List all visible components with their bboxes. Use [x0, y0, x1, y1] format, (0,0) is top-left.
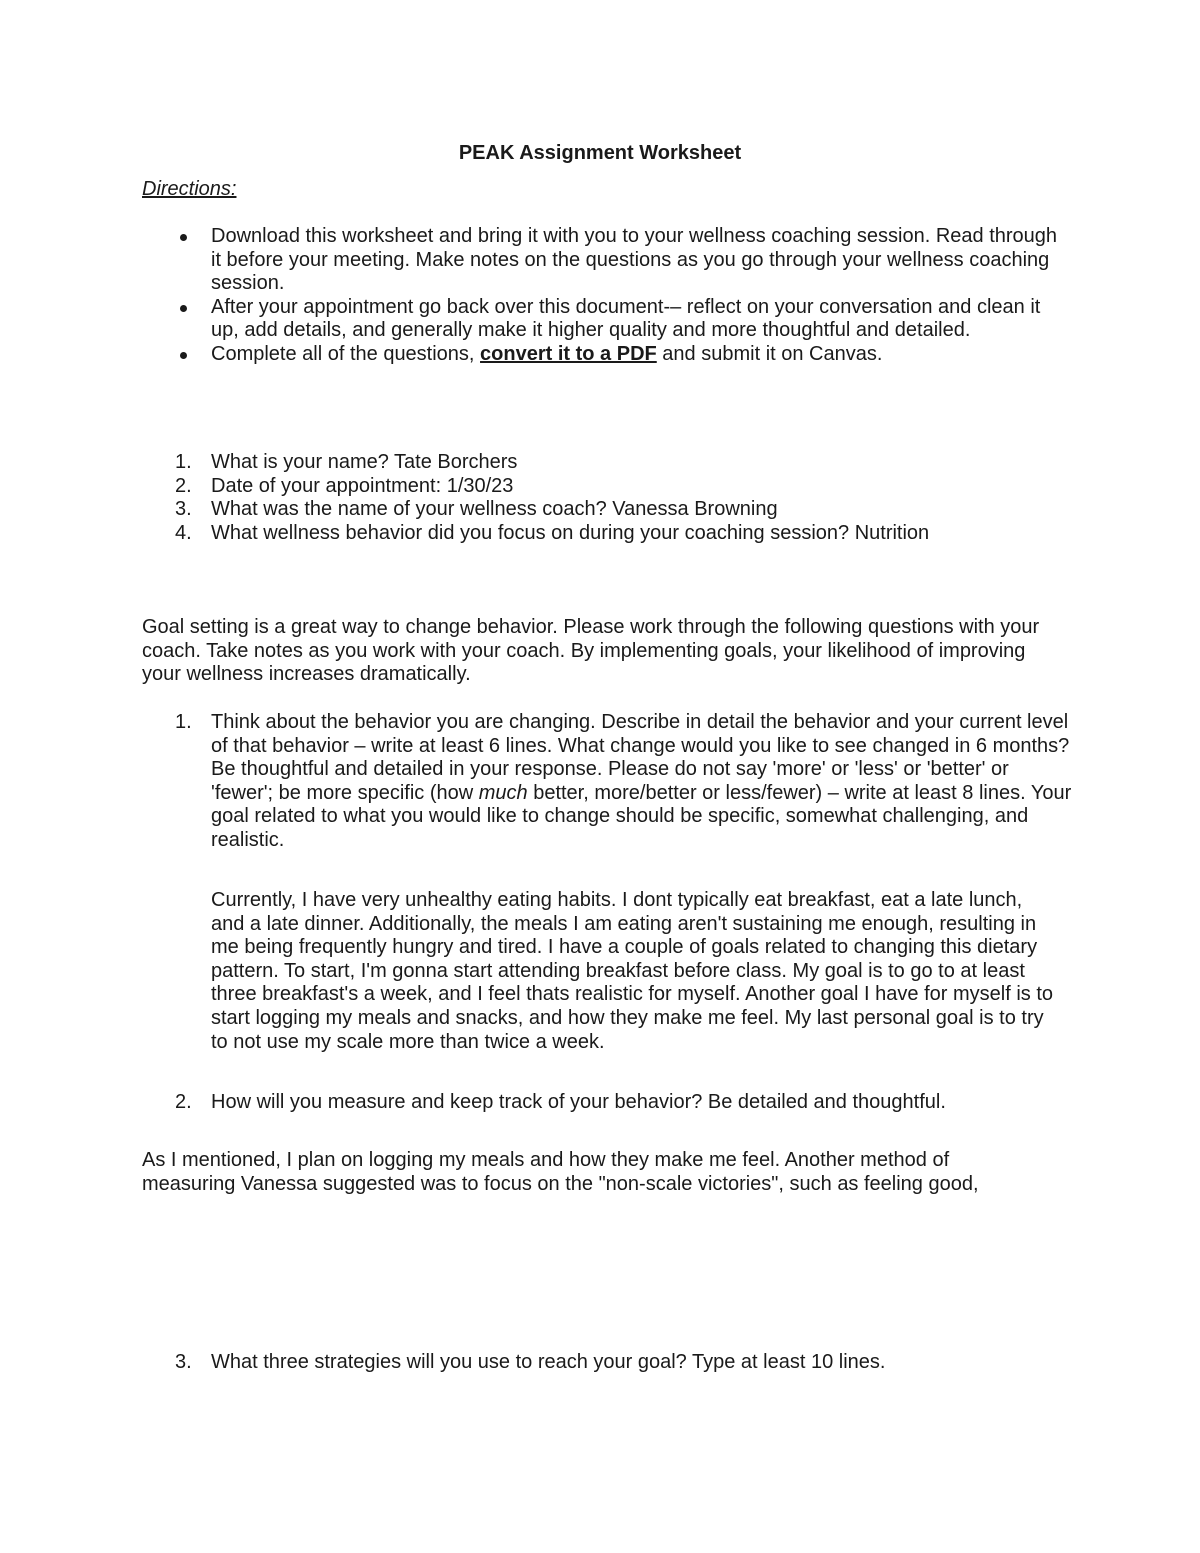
list-item — [142, 296, 1062, 343]
question-text: Think about the behavior you are changing. Describe in detail the behavior and your current level of that behavior – write at least 6 lines. What change would you like to see changed in 6 months? Be thoughtful and detailed in your response. Please do not say 'more' or 'less' or 'better' or 'fewer'; be more specific (how — [211, 711, 1070, 804]
question-2 — [142, 1091, 1062, 1115]
item-number: 1. — [175, 711, 192, 733]
convert-pdf-link[interactable]: convert it to a PDF — [480, 342, 657, 365]
question-text: What wellness behavior did you focus on during your coaching session? Nutrition — [211, 521, 930, 544]
question-text: What is your name? Tate Borchers — [211, 451, 518, 473]
question-text: better, more/better or less/fewer) – write at least 8 lines. Your goal related to what you would like to change should be specific, somewhat challenging, and realistic. — [211, 781, 1072, 851]
emphasis-text: much — [478, 781, 528, 804]
item-number: 1. — [175, 451, 192, 473]
item-number: 4. — [175, 521, 192, 544]
item-number: 2. — [175, 1091, 192, 1113]
directions-label: Directions: — [142, 178, 237, 200]
list-item — [142, 522, 1062, 546]
list-item — [142, 475, 1062, 499]
item-number: 3. — [175, 498, 192, 521]
list-item — [142, 451, 1062, 475]
answer-1: Currently, I have very unhealthy eating habits. I dont typically eat breakfast, eat a late lunch, and a late dinner. Additionally, the meals I am eating aren't sustaining me enough, resulting in me being frequently hungry and tired. I have a couple of goals related to changing this dietary pattern. To start, I'm gonna start attending breakfast before class. My goal is to go to at least three breakfast's a week, and I feel thats realistic for myself. Another goal I have for myself is to start logging my meals and snacks, and how they make me feel. My last personal goal is to try to not use my scale more than twice a week. — [211, 889, 1053, 1053]
list-item — [142, 343, 1062, 367]
question-1 — [142, 711, 1072, 853]
question-text: What was the name of your wellness coach? Vanessa Browning — [211, 498, 778, 521]
direction-text: Download this worksheet and bring it with you to your wellness coaching session. Read through it before your meeting. Make notes on the questions as you go through your wellness coaching session. — [211, 225, 1058, 295]
answer-2: As I mentioned, I plan on logging my meals and how they make me feel. Another method of measuring Vanessa suggested was to focus on the "non-scale victories", such as feeling good, — [142, 1149, 979, 1195]
question-text: How will you measure and keep track of your behavior? Be detailed and thoughtful. — [211, 1091, 946, 1113]
bullet-icon — [180, 305, 187, 312]
direction-text: and submit it on Canvas. — [656, 342, 883, 365]
directions-list — [142, 225, 1062, 367]
list-item — [142, 225, 1062, 296]
list-item — [142, 1091, 1062, 1115]
info-questions-list — [142, 451, 1062, 545]
list-item — [142, 1351, 1062, 1375]
bullet-icon — [180, 234, 187, 241]
bullet-icon — [180, 352, 187, 359]
goal-intro-paragraph: Goal setting is a great way to change behavior. Please work through the following questions with your coach. Take notes as you work with your coach. By implementing goals, your likelihood of improving your wellness increases dramatically. — [142, 616, 1040, 686]
list-item — [142, 498, 1062, 522]
question-text: What three strategies will you use to reach your goal? Type at least 10 lines. — [211, 1351, 886, 1373]
item-number: 2. — [175, 474, 192, 497]
question-text: Date of your appointment: 1/30/23 — [211, 474, 514, 497]
direction-text: Complete all of the questions, — [211, 342, 481, 365]
list-item — [142, 711, 1072, 853]
question-3 — [142, 1351, 1062, 1375]
page-title: PEAK Assignment Worksheet — [458, 142, 742, 164]
item-number: 3. — [175, 1351, 192, 1373]
direction-text: After your appointment go back over this document-– reflect on your conversation and clean it up, add details, and generally make it higher quality and more thoughtful and detailed. — [211, 295, 1041, 342]
